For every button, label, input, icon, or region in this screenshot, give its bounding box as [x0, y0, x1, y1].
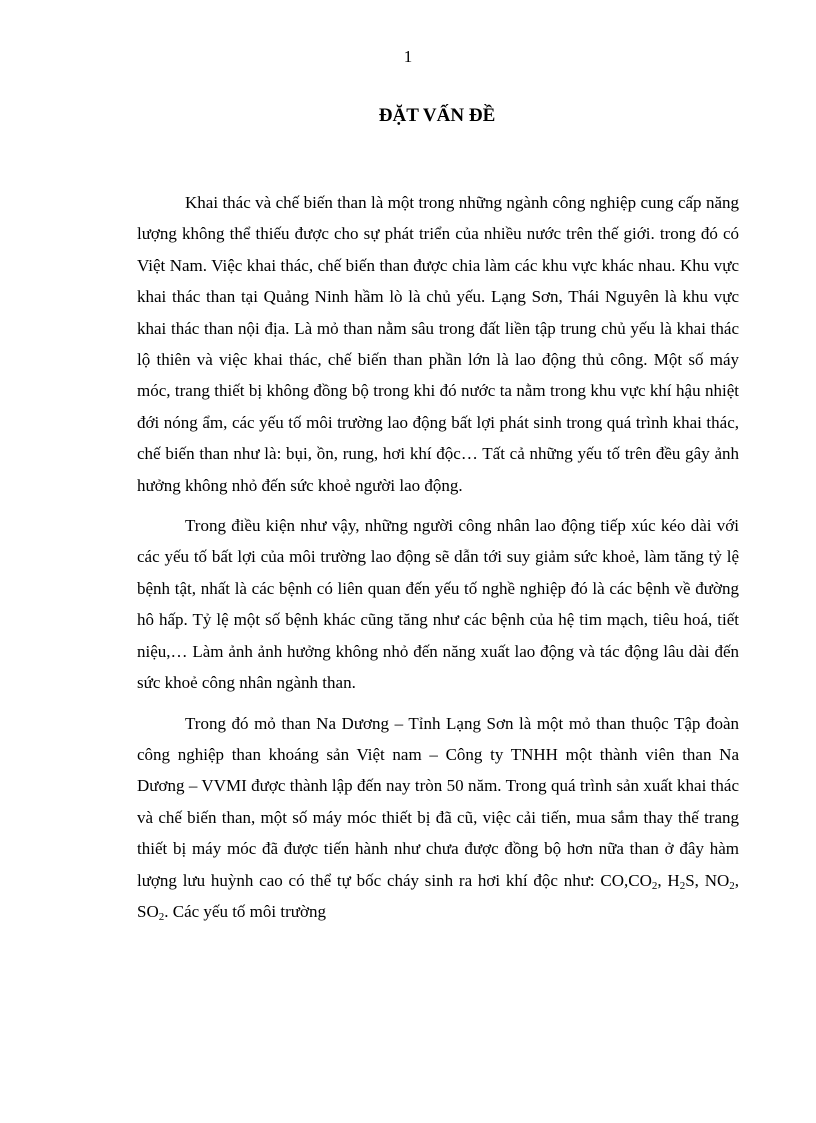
- document-title: ĐẶT VẤN ĐỀ: [378, 105, 496, 126]
- paragraph-3-text-2: , H: [657, 870, 680, 890]
- subscript-no2: 2: [729, 879, 735, 892]
- body-text: [137, 187, 739, 936]
- paragraph-3-text-3: S, NO: [685, 870, 730, 890]
- paragraph-3-text-5: . Các yếu tố môi trường: [164, 901, 326, 921]
- subscript-so2: 2: [158, 910, 165, 923]
- paragraph-1: Khai thác và chế biến than là một trong những ngành công nghiệp cung cấp năng lượng không thể thiếu được cho sự phát triển của nhiều nước trên thế giới. trong đó có Việt Nam. Việc khai thác, chế biến than được chia làm các khu vực khác nhau. Khu vực khai thác than tại Quảng Ninh hầm lò là chủ yếu. Lạng Sơn, Thái Nguyên là khu vực khai thác than nội địa. Là mỏ than nằm sâu trong đất liền tập trung chủ yếu là khai thác lộ thiên và việc khai thác, chế biến than phần lớn là lao động thủ công. Một số máy móc, trang thiết bị không đồng bộ trong khi đó nước ta nằm trong khu vực khí hậu nhiệt đới nóng ẩm, các yếu tố môi trường lao động bất lợi phát sinh trong quá trình khai thác, chế biến than như là: bụi, ồn, rung, hơi khí độc… Tất cả những yếu tố trên đều gây ảnh hưởng không nhỏ đến sức khoẻ người lao động.: [137, 193, 739, 495]
- paragraph-2: Trong điều kiện như vậy, những người công nhân lao động tiếp xúc kéo dài với các yếu tố bất lợi của môi trường lao động sẽ dẫn tới suy giảm sức khoẻ, làm tăng tỷ lệ bệnh tật, nhất là các bệnh có liên quan đến yếu tố nghề nghiệp đó là các bệnh về đường hô hấp. Tỷ lệ một số bệnh khác cũng tăng như các bệnh của hệ tim mạch, tiêu hoá, tiết niệu,… Làm ảnh ảnh hưởng không nhỏ đến năng xuất lao động và tác động lâu dài đến sức khoẻ công nhân ngành than.: [137, 516, 739, 693]
- paragraph-3-text: Trong đó mỏ than Na Dương – Tỉnh Lạng Sơn là một mỏ than thuộc Tập đoàn công nghiệp than khoáng sản Việt nam – Công ty TNHH một thành viên than Na Dương – VVMI được thành lập đến nay tròn 50 năm. Trong quá trình sản xuất khai thác và chế biến than, một số máy móc thiết bị đã cũ, việc cải tiến, mua sắm thay thế trang thiết bị máy móc đã được tiến hành như chưa được đồng bộ hơn nữa than ở đây hàm lượng lưu huỳnh cao có thể tự bốc cháy sinh ra hơi khí độc như: CO,CO: [137, 713, 739, 890]
- subscript-co2: 2: [651, 879, 658, 892]
- page-number: 1: [403, 47, 413, 66]
- paragraph-3-text-4: , SO: [137, 870, 740, 921]
- subscript-h2s: 2: [679, 879, 686, 892]
- paragraph-3: [137, 708, 739, 928]
